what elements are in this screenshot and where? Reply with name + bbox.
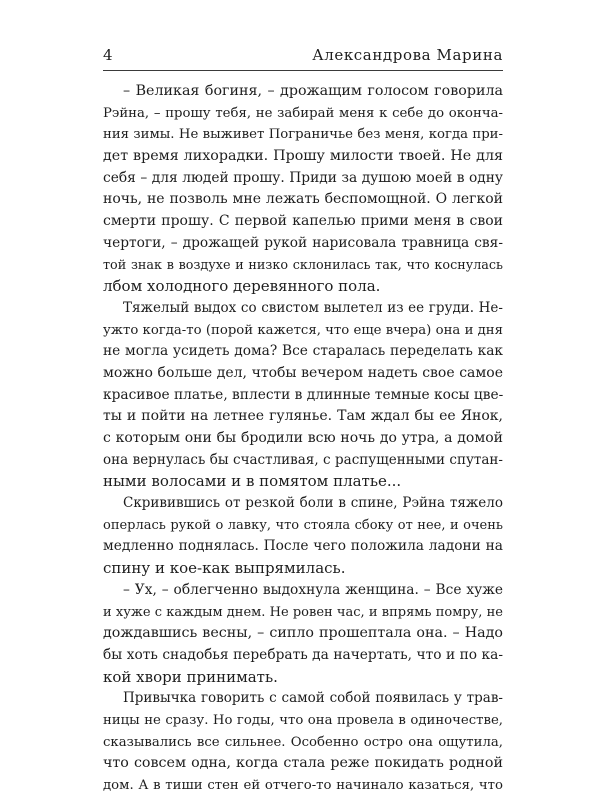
running-head-author: Александрова Марина	[312, 46, 503, 64]
text-line: ужто когда-то (порой кажется, что еще вчера) она и дня	[103, 322, 503, 338]
page-number: 4	[103, 46, 113, 64]
text-line: дом. А в тиши стен ей отчего-то начинало казаться, что	[103, 778, 503, 793]
text-line: ными волосами и в помятом платье...	[103, 472, 402, 491]
text-line: той знак в воздухе и низко склонилась так, что коснулась	[103, 257, 503, 273]
text-line: кой хвори принимать.	[103, 667, 278, 686]
text-line: сказывались все сильнее. Особенно остро она ощутила,	[103, 734, 503, 750]
text-line: лбом холодного деревянного пола.	[103, 277, 381, 296]
text-line: смерти прошу. С первой капелью прими меня в свои	[103, 213, 503, 230]
text-line: Рэйна, – прошу тебя, не забирай меня к себе до оконча-	[103, 105, 503, 121]
text-line: ния зимы. Не выживет Пограничье без меня, когда при-	[103, 127, 503, 143]
paragraph	[103, 493, 503, 580]
text-line: с которым они бы бродили всю ночь до утра, а домой	[103, 430, 503, 446]
text-line: и хуже с каждым днем. Не ровен час, и впрямь помру, не	[103, 604, 503, 620]
text-line: ницы не сразу. Но годы, что она провела в одиночестве,	[103, 712, 503, 728]
page-header	[103, 46, 503, 68]
paragraph	[103, 298, 503, 493]
text-line: можно больше дел, чтобы вечером надеть свое самое	[103, 364, 503, 381]
text-line: оперлась рукой о лавку, что стояла сбоку от нее, и очень	[103, 517, 503, 533]
text-line: она вернулась бы счастливая, с распущенными спутан-	[103, 451, 503, 468]
text-line: красивое платье, вплести в длинные темные косы цве-	[103, 386, 503, 403]
header-rule	[103, 70, 503, 71]
text-line: – Великая богиня, – дрожащим голосом говорила	[123, 83, 503, 99]
text-line: спину и кое-как выпрямилась.	[103, 559, 346, 578]
text-line: дет время лихорадки. Прошу милости твоей. Не для	[103, 148, 503, 165]
text-line: дождавшись весны, – сипло прошептала она. – Надо	[103, 625, 503, 642]
text-line: – Ух, – облегченно выдохнула женщина. – Все хуже	[123, 581, 503, 598]
text-line: бы хоть снадобья перебрать да начертать, что и по ка-	[103, 646, 503, 663]
text-line: ты и пойти на летнее гулянье. Там ждал бы ее Янок,	[103, 408, 503, 425]
text-line: медленно поднялась. После чего положила ладони на	[103, 538, 503, 555]
text-line: Тяжелый выдох со свистом вылетел из ее груди. Не-	[123, 299, 503, 316]
text-line: Привычка говорить с самой собой появилась у трав-	[123, 690, 503, 707]
paragraph	[103, 688, 503, 796]
paragraph	[103, 580, 503, 688]
text-line: Скривившись от резкой боли в спине, Рэйна тяжело	[123, 495, 503, 512]
paragraph	[103, 81, 503, 298]
text-line: ночь, не позволь мне лежать беспомощной. О легкой	[103, 191, 503, 208]
text-body	[103, 81, 503, 797]
text-line: не могла усидеть дома? Все старалась переделать как	[103, 343, 503, 360]
text-line: себя – для людей прошу. Приди за душою моей в одну	[103, 169, 503, 186]
text-line: что совсем одна, когда стала реже покидать родной	[103, 755, 503, 772]
text-line: чертоги, – дрожащей рукой нарисовала травница свя-	[103, 234, 503, 251]
